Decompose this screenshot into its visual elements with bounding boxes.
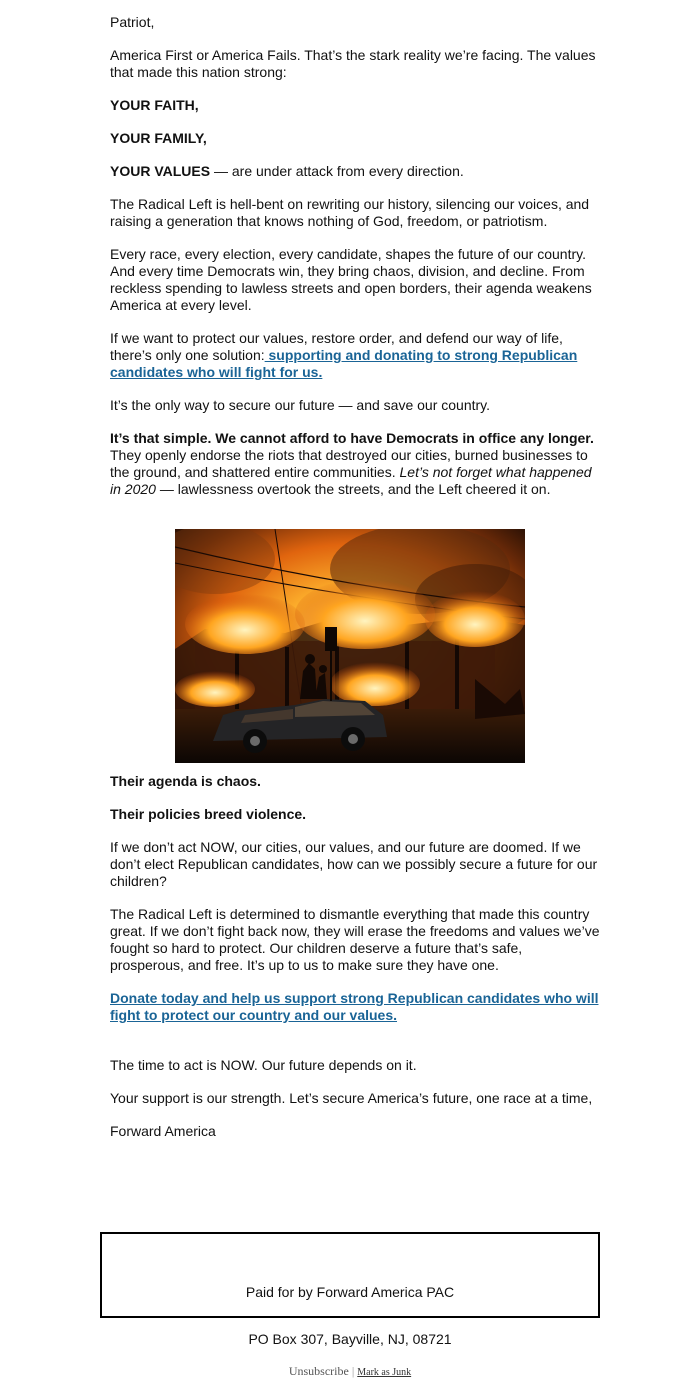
your-family: YOUR FAMILY, xyxy=(110,130,207,146)
dismantle-paragraph: The Radical Left is determined to dismantle everything that made this country great. If we don’t fight back now, they will erase the freedoms and values we’ve fought so hard to protect. Our children deserve a future that’s safe, prosperous, and free. It’s up to us to make sure they have one. xyxy=(110,906,600,973)
support-paragraph: Your support is our strength. Let’s secure America’s future, one race at a time, xyxy=(110,1090,593,1106)
fire-scene-illustration xyxy=(175,529,525,763)
donate-paragraph xyxy=(110,990,600,1024)
act-now-paragraph: If we don’t act NOW, our cities, our values, and our future are doomed. If we don’t elect Republican candidates, how can we possibly secure a future for our children? xyxy=(110,839,598,889)
protect-text: If we want to protect our values, restore order, and defend our way of life, there’s only one solution: xyxy=(110,330,563,363)
paid-for-text: Paid for by Forward America PAC xyxy=(245,1284,455,1300)
simple-italic: Let’s not forget what happened in 2020 xyxy=(110,464,592,497)
unsubscribe-bar xyxy=(0,1363,700,1381)
email-body xyxy=(110,14,600,514)
simple-paragraph xyxy=(110,430,600,498)
protect-paragraph xyxy=(110,330,600,381)
donate-link[interactable]: Donate today and help us support strong Republican candidates who will fight to protect our country and our values. xyxy=(110,990,599,1023)
simple-end: — lawlessness overtook the streets, and the Left cheered it on. xyxy=(155,481,551,497)
agenda-line: Their agenda is chaos. xyxy=(110,773,261,789)
every-race-paragraph: Every race, every election, every candidate, shapes the future of our country. And every time Democrats win, they bring chaos, division, and decline. From reckless spending to lawless streets and open borders, their agenda weakens America at every level. xyxy=(110,246,592,313)
simple-bold: It’s that simple. We cannot afford to have Democrats in office any longer. xyxy=(110,430,594,446)
your-values: YOUR VALUES xyxy=(110,163,211,179)
donate-link-inline[interactable]: supporting and donating to strong Republican candidates who will fight for us. xyxy=(110,347,578,380)
radical-left-paragraph: The Radical Left is hell-bent on rewriting our history, silencing our voices, and raising a generation that knows nothing of God, freedom, or patriotism. xyxy=(110,196,590,229)
greeting: Patriot, xyxy=(110,14,155,30)
separator: | xyxy=(351,1364,355,1378)
your-values-rest: — are under attack from every direction. xyxy=(210,163,464,179)
intro-paragraph: America First or America Fails. That’s the stark reality we’re facing. The values that made this nation strong: xyxy=(110,47,596,80)
email-body-continued xyxy=(110,773,600,1156)
policies-line: Their policies breed violence. xyxy=(110,806,307,822)
unsubscribe-link[interactable]: Unsubscribe xyxy=(288,1364,349,1378)
mailing-address: PO Box 307, Bayville, NJ, 08721 xyxy=(248,1331,452,1347)
burning-building-image xyxy=(175,529,525,763)
time-to-act-paragraph: The time to act is NOW. Our future depends on it. xyxy=(110,1057,417,1073)
only-way-paragraph: It’s the only way to secure our future — and save our country. xyxy=(110,397,491,413)
mark-as-junk-link[interactable]: Mark as Junk xyxy=(357,1367,412,1378)
disclaimer-box xyxy=(100,1232,600,1318)
your-values-paragraph xyxy=(110,163,600,180)
signature: Forward America xyxy=(110,1123,216,1139)
your-faith: YOUR FAITH, xyxy=(110,97,199,113)
simple-rest: They openly endorse the riots that destroyed our cities, burned businesses to the ground, and shattered entire communities. xyxy=(110,447,588,480)
